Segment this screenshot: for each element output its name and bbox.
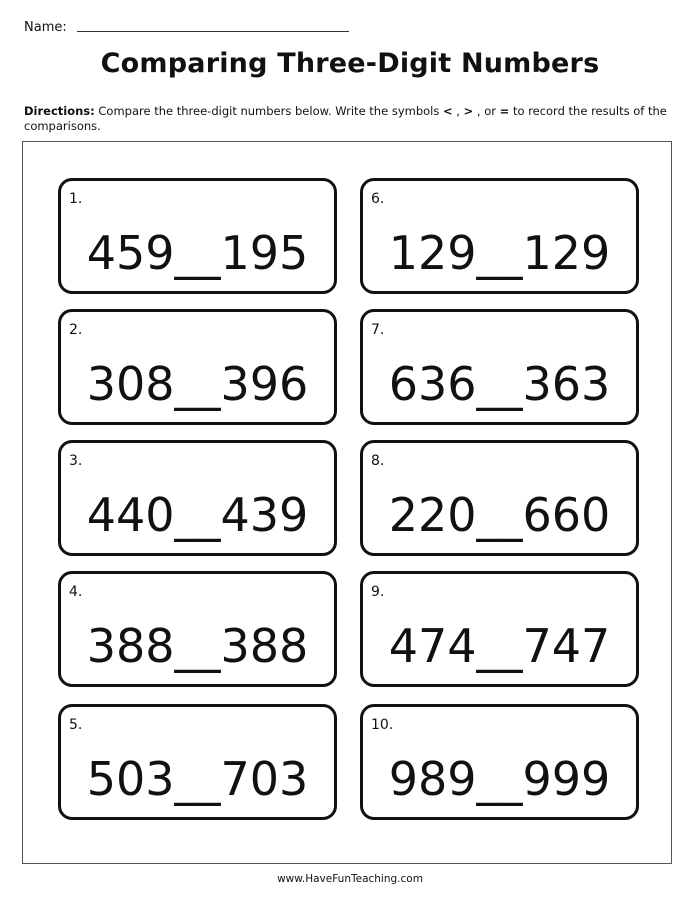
problem-card-2 [58,309,337,425]
problem-comparison[interactable]: 636__363 [388,357,611,411]
directions-sep-1: , [452,104,464,118]
problem-card-1 [58,178,337,294]
problem-comparison[interactable]: 440__439 [86,488,309,542]
problem-comparison[interactable]: 989__999 [388,752,611,806]
problem-number: 6. [371,191,385,207]
problem-number: 3. [69,453,83,469]
problem-number: 4. [69,584,83,600]
symbol-greater-than: > [463,104,474,118]
problem-number: 2. [69,322,83,338]
worksheet-title: Comparing Three-Digit Numbers [100,48,600,79]
name-line[interactable] [77,31,349,32]
problem-comparison[interactable]: 503__703 [86,752,309,806]
directions-text-after: to record the results of the comparisons. [24,104,667,133]
name-row [24,20,349,35]
problem-card-3 [58,440,337,556]
problem-comparison[interactable]: 459__195 [86,226,309,280]
problem-comparison[interactable]: 308__396 [86,357,309,411]
symbol-less-than: < [443,104,453,118]
problem-comparison[interactable]: 474__747 [388,619,611,673]
directions [24,104,672,134]
problem-comparison[interactable]: 220__660 [388,488,611,542]
problem-card-6 [360,178,639,294]
problem-card-9 [360,571,639,687]
problem-card-5 [58,704,337,820]
problem-number: 10. [371,717,394,733]
symbol-equal: = [499,104,510,118]
name-label: Name: [24,20,67,35]
problem-number: 5. [69,717,83,733]
problem-card-8 [360,440,639,556]
problem-comparison[interactable]: 129__129 [388,226,611,280]
directions-label: Directions: [24,104,95,118]
problem-number: 7. [371,322,385,338]
problems-frame [22,141,672,864]
problem-card-10 [360,704,639,820]
problem-number: 9. [371,584,385,600]
problem-number: 8. [371,453,385,469]
directions-text-before: Compare the three-digit numbers below. Write the symbols [94,104,444,118]
problem-comparison[interactable]: 388__388 [86,619,309,673]
directions-sep-2: , or [473,104,500,118]
problem-number: 1. [69,191,83,207]
problem-card-7 [360,309,639,425]
footer-url: www.HaveFunTeaching.com [277,873,423,885]
problem-card-4 [58,571,337,687]
